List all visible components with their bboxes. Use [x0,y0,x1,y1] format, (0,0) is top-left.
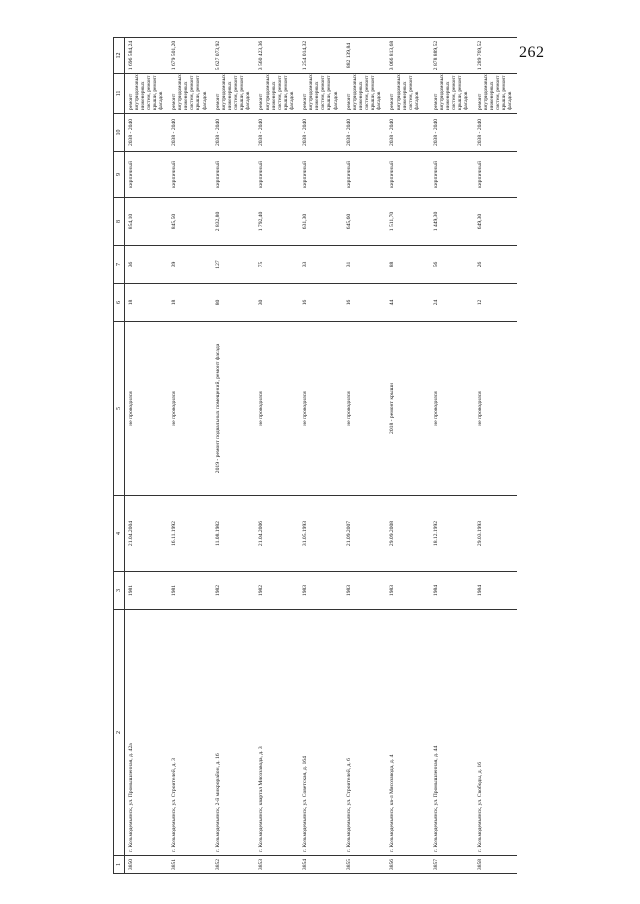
wall-material-cell: кирпичный [212,152,256,198]
table-row [474,38,518,874]
header-cell: 4 [114,496,125,572]
row-number: 3853 [255,856,299,874]
table-row [125,38,169,874]
count-cell: 30 [255,284,299,322]
wall-material-cell: кирпичный [168,152,212,198]
wall-material-cell: кирпичный [474,152,518,198]
year-cell: 1982 [255,572,299,610]
cost-cell: 3 066 813,68 [386,38,430,74]
count-cell: 26 [474,246,518,284]
count-cell: 44 [386,284,430,322]
period-cell: 2038 - 2040 [430,114,474,152]
header-cell: 7 [114,246,125,284]
past-repair-cell: не проводился [430,322,474,496]
period-cell: 2038 - 2040 [168,114,212,152]
address-cell: г. Козьмодемьянск, ул. Свободы, д. 16 [474,610,518,856]
count-cell: 39 [168,246,212,284]
header-cell: 9 [114,152,125,198]
period-cell: 2038 - 2040 [386,114,430,152]
address-cell: г. Козьмодемьянск, ул. Промышленная, д. 44 [430,610,474,856]
row-number: 3856 [386,856,430,874]
count-cell: 33 [299,246,343,284]
row-number: 3855 [343,856,387,874]
past-repair-cell: не проводился [299,322,343,496]
date-cell: 16.11.1992 [168,496,212,572]
row-number: 3857 [430,856,474,874]
wall-material-cell: кирпичный [430,152,474,198]
area-cell: 649,30 [474,198,518,246]
year-cell: 1983 [299,572,343,610]
year-cell: 1984 [430,572,474,610]
count-cell: 24 [430,284,474,322]
wall-material-cell: кирпичный [343,152,387,198]
header-cell: 6 [114,284,125,322]
page-number: 262 [519,44,545,61]
header-cell: 11 [114,74,125,114]
housing-repair-table [113,37,517,874]
wall-material-cell: кирпичный [299,152,343,198]
period-cell: 2038 - 2040 [343,114,387,152]
area-cell: 2 832,80 [212,198,256,246]
count-cell: 127 [212,246,256,284]
date-cell: 11.08.1982 [212,496,256,572]
cost-cell: 5 627 073,92 [212,38,256,74]
row-number: 3854 [299,856,343,874]
wall-material-cell: кирпичный [386,152,430,198]
area-cell: 631,30 [299,198,343,246]
period-cell: 2038 - 2040 [125,114,169,152]
year-cell: 1984 [474,572,518,610]
date-cell: 18.12.1992 [430,496,474,572]
column-number-header [114,38,125,874]
header-cell: 3 [114,572,125,610]
address-cell: г. Козьмодемьянск, ул. Строителей, д. 6 [343,610,387,856]
table-row [343,38,387,874]
row-number: 3850 [125,856,169,874]
address-cell: г. Козьмодемьянск, ул. Строителей, д. 3 [168,610,212,856]
past-repair-cell: 2018 - ремонт крыши [386,322,430,496]
cost-cell: 882 139,84 [343,38,387,74]
row-number: 3852 [212,856,256,874]
header-cell: 10 [114,114,125,152]
count-cell: 75 [255,246,299,284]
cost-cell: 1 696 584,24 [125,38,169,74]
header-cell: 1 [114,856,125,874]
rotated-table-wrapper [113,38,516,874]
period-cell: 2038 - 2040 [212,114,256,152]
planned-works-cell: ремонт внутридомовых инженерных систем, ремонт крыши, ремонт фасадов [474,74,518,114]
cost-cell: 1 679 501,20 [168,38,212,74]
date-cell: 21.04.2006 [255,496,299,572]
past-repair-cell: не проводился [474,322,518,496]
planned-works-cell: ремонт внутридомовых инженерных систем, ремонт крыши, ремонт фасадов [212,74,256,114]
area-cell: 854,10 [125,198,169,246]
planned-works-cell: ремонт внутридомовых инженерных систем, ремонт фасадов [386,74,430,114]
wall-material-cell: кирпичный [255,152,299,198]
area-cell: 1 511,70 [386,198,430,246]
planned-works-cell: ремонт внутридомовых инженерных систем, ремонт крыши, ремонт фасадов [125,74,169,114]
address-cell: г. Козьмодемьянск, ул. Промышленная, д. 42а [125,610,169,856]
year-cell: 1982 [212,572,256,610]
planned-works-cell: ремонт внутридомовых инженерных систем, ремонт крыши, ремонт фасадов [168,74,212,114]
header-cell: 8 [114,198,125,246]
header-cell: 5 [114,322,125,496]
date-cell: 29.03.1993 [474,496,518,572]
past-repair-cell: не проводился [168,322,212,496]
year-cell: 1981 [125,572,169,610]
address-cell: г. Козьмодемьянск, 2-й микрорайон, д. 16 [212,610,256,856]
year-cell: 1983 [343,572,387,610]
year-cell: 1981 [168,572,212,610]
area-cell: 645,60 [343,198,387,246]
past-repair-cell: не проводился [343,322,387,496]
address-cell: г. Козьмодемьянск, ул. Советская, д. 164 [299,610,343,856]
table-row [212,38,256,874]
period-cell: 2038 - 2040 [299,114,343,152]
count-cell: 88 [386,246,430,284]
count-cell: 16 [299,284,343,322]
count-cell: 36 [125,246,169,284]
wall-material-cell: кирпичный [125,152,169,198]
area-cell: 1 449,30 [430,198,474,246]
planned-works-cell: ремонт внутридомовых инженерных систем, ремонт крыши, ремонт фасадов [430,74,474,114]
cost-cell: 3 560 423,36 [255,38,299,74]
table-row [299,38,343,874]
year-cell: 1983 [386,572,430,610]
past-repair-cell: не проводился [125,322,169,496]
past-repair-cell: не проводился [255,322,299,496]
row-number: 3851 [168,856,212,874]
date-cell: 31.05.1993 [299,496,343,572]
cost-cell: 1 254 014,32 [299,38,343,74]
cost-cell: 1 289 769,52 [474,38,518,74]
planned-works-cell: ремонт внутридомовых инженерных систем, ремонт крыши, ремонт фасадов [299,74,343,114]
row-number: 3858 [474,856,518,874]
date-cell: 29.09.2008 [386,496,430,572]
address-cell: г. Козьмодемьянск, квартал Мясозавода, д. 3 [255,610,299,856]
header-cell: 12 [114,38,125,74]
count-cell: 18 [125,284,169,322]
count-cell: 56 [430,246,474,284]
area-cell: 1 792,40 [255,198,299,246]
period-cell: 2038 - 2040 [474,114,518,152]
planned-works-cell: ремонт внутридомовых инженерных систем, ремонт крыши, ремонт фасадов [343,74,387,114]
past-repair-cell: 2019 - ремонт подвальных помещений, ремонт фасада [212,322,256,496]
table-row [168,38,212,874]
header-cell: 2 [114,610,125,856]
planned-works-cell: ремонт внутридомовых инженерных систем, ремонт крыши, ремонт фасадов [255,74,299,114]
table-row [386,38,430,874]
count-cell: 16 [343,284,387,322]
date-cell: 21.09.2007 [343,496,387,572]
address-cell: г. Козьмодемьянск, кв-л Мясозавода, д. 4 [386,610,430,856]
period-cell: 2038 - 2040 [255,114,299,152]
count-cell: 31 [343,246,387,284]
area-cell: 845,50 [168,198,212,246]
cost-cell: 2 878 889,52 [430,38,474,74]
table-row [255,38,299,874]
count-cell: 18 [168,284,212,322]
table-row [430,38,474,874]
count-cell: 80 [212,284,256,322]
date-cell: 21.04.2004 [125,496,169,572]
count-cell: 12 [474,284,518,322]
